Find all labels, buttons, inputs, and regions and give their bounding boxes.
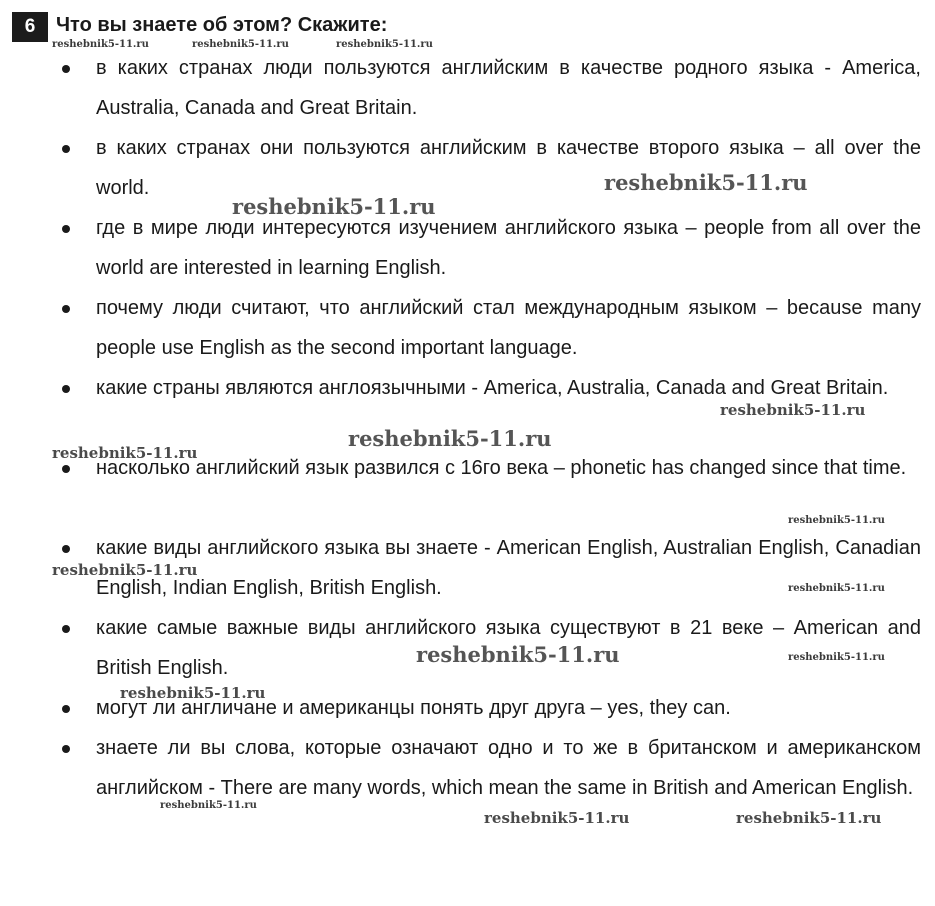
list-item — [0, 528, 935, 608]
bullet-icon — [62, 145, 70, 153]
bullet-icon — [62, 225, 70, 233]
list-item — [0, 608, 935, 688]
bullet-icon — [62, 745, 70, 753]
list-item — [0, 48, 935, 128]
watermark: reshebnik5-11.ru — [192, 39, 289, 50]
list-item — [0, 448, 935, 528]
answer-text: насколько английский язык развился с 16го века – phonetic has changed since that time. — [96, 457, 907, 479]
watermark: reshebnik5-11.ru — [736, 809, 882, 827]
bullet-icon — [62, 465, 70, 473]
answer-text: могут ли англичане и американцы понять друг друга – yes, they can. — [96, 697, 731, 719]
watermark: reshebnik5-11.ru — [788, 583, 885, 594]
list-item — [0, 288, 935, 368]
watermark: reshebnik5-11.ru — [52, 561, 198, 579]
bullet-icon — [62, 305, 70, 313]
watermark: reshebnik5-11.ru — [484, 809, 630, 827]
watermark: reshebnik5-11.ru — [52, 444, 198, 462]
watermark: reshebnik5-11.ru — [120, 684, 266, 702]
watermark: reshebnik5-11.ru — [348, 426, 552, 451]
list-item — [0, 128, 935, 208]
answer-text: какие самые важные виды английского языка существуют в 21 веке – American and British English. — [96, 617, 921, 679]
answer-text: какие страны являются англоязычными - America, Australia, Canada and Great Britain. — [96, 377, 889, 399]
answer-text: какие виды английского языка вы знаете - American English, Australian English, Canadian English, Indian English, British English. — [96, 537, 921, 599]
watermark: reshebnik5-11.ru — [416, 642, 620, 667]
bullet-icon — [62, 385, 70, 393]
exercise-title: Что вы знаете об этом? Скажите: — [56, 14, 388, 36]
watermark: reshebnik5-11.ru — [788, 652, 885, 663]
watermark: reshebnik5-11.ru — [788, 515, 885, 526]
list-item — [0, 208, 935, 288]
answers-list — [0, 48, 935, 848]
list-item — [0, 728, 935, 848]
watermark: reshebnik5-11.ru — [604, 170, 808, 195]
list-item — [0, 368, 935, 448]
watermark: reshebnik5-11.ru — [720, 401, 866, 419]
bullet-icon — [62, 545, 70, 553]
answer-text: где в мире люди интересуются изучением английского языка – people from all over the world are interested in learning English. — [96, 217, 921, 279]
exercise-number-badge: 6 — [12, 12, 48, 42]
answer-text: в каких странах они пользуются английским в качестве второго языка – all over the world. — [96, 137, 921, 199]
watermark: reshebnik5-11.ru — [160, 800, 257, 811]
answer-text: в каких странах люди пользуются английским в качестве родного языка - America, Australia, Canada and Great Britain. — [96, 57, 921, 119]
watermark: reshebnik5-11.ru — [336, 39, 433, 50]
bullet-icon — [62, 625, 70, 633]
bullet-icon — [62, 705, 70, 713]
answer-text: знаете ли вы слова, которые означают одно и то же в британском и американском английском - There are many words, which mean the same in British and American English. — [96, 737, 921, 799]
watermark: reshebnik5-11.ru — [232, 194, 436, 219]
answer-text: почему люди считают, что английский стал международным языком – because many people use English as the second important language. — [96, 297, 921, 359]
watermark: reshebnik5-11.ru — [52, 39, 149, 50]
bullet-icon — [62, 65, 70, 73]
list-item — [0, 688, 935, 728]
